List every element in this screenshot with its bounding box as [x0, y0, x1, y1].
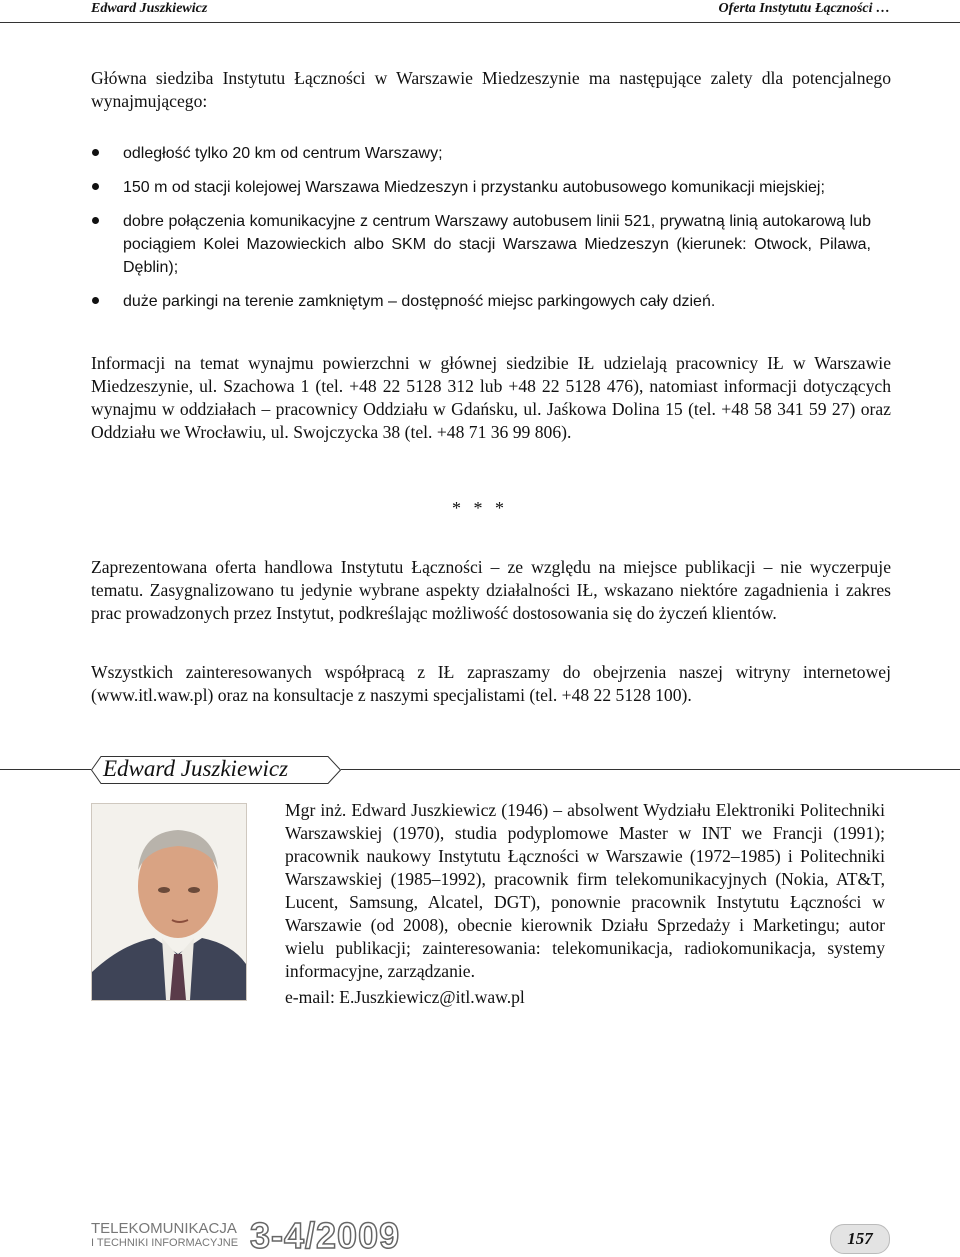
- bullet-icon: [92, 297, 99, 304]
- page-number: 157: [830, 1224, 890, 1254]
- author-bio: Mgr inż. Edward Juszkiewicz (1946) – absolwent Wydziału Elektroniki Politechniki Warszawskiej (1970), studia podyplomowe Master w INT we Francji (1991); pracownik naukowy Instytutu Łączności w Warszawie (1972–1985) i Politechniki Warszawskiej (1985–1992), pracownik firm telekomunikacyjnych (Nokia, AT&T, Lucent, Samsung, Alcatel, DGT), ponownie pracownik Instytutu Łączności w Warszawie (od 2008), obecnie kierownik Działu Sprzedaży i Marketingu; autor wielu publikacji; zainteresowania: telekomunikacja, radiokomunikacja, systemy informacyjne, zarządzanie.: [285, 800, 885, 981]
- list-item: duże parkingi na terenie zamkniętym – dostępność miejsc parkingowych cały dzień.: [91, 290, 871, 313]
- list-item: dobre połączenia komunikacyjne z centrum Warszawy autobusem linii 521, prywatną linią autokarową lub pociągiem Kolei Mazowieckich albo SKM do stacji Warszawa Miedzeszyn (kierunek: Otwock, Pilawa, Dęblin);: [91, 210, 871, 279]
- invitation-paragraph: Wszystkich zainteresowanych współpracą z IŁ zapraszamy do obejrzenia naszej witryny internetowej (www.itl.waw.pl) oraz na konsultacje z naszymi specjalistami (tel. +48 22 5128 100).: [91, 662, 891, 705]
- section-separator: * * *: [452, 498, 508, 518]
- bullet-icon: [92, 217, 99, 224]
- bullet-icon: [92, 149, 99, 156]
- bullet-icon: [92, 183, 99, 190]
- list-item: 150 m od stacji kolejowej Warszawa Miedzeszyn i przystanku autobusowego komunikacji miejskiej;: [91, 176, 871, 199]
- rental-info-paragraph: Informacji na temat wynajmu powierzchni w głównej siedzibie IŁ udzielają pracownicy IŁ w Warszawie Miedzeszynie, ul. Szachowa 1 (tel. +48 22 5128 312 lub +48 22 5128 476), natomiast informacji dotyczących wynajmu w oddziałach – pracownicy Oddziału w Gdańsku, ul. Jaśkowa Dolina 15 (tel. +48 58 341 59 27) oraz Oddziału we Wrocławiu, ul. Swojczycka 38 (tel. +48 71 36 99 806).: [91, 353, 891, 442]
- portrait-icon: [92, 804, 246, 1000]
- running-header-title: Oferta Instytutu Łączności …: [718, 1, 890, 16]
- author-heading-rule: [0, 769, 91, 770]
- running-header-author: Edward Juszkiewicz: [91, 1, 208, 16]
- header-rule: [0, 22, 960, 23]
- issue-number: 3-4/2009: [250, 1215, 401, 1256]
- advantages-list: [91, 142, 871, 324]
- author-name: Edward Juszkiewicz: [103, 756, 289, 781]
- author-heading-rule-right: [341, 769, 960, 770]
- summary-paragraph: Zaprezentowana oferta handlowa Instytutu Łączności – ze względu na miejsce publikacji – nie wyczerpuje tematu. Zasygnalizowano tu jedynie wybrane aspekty działalności IŁ, wskazano niektóre zagadnienia i zakres prac prowadzonych przez Instytut, podkreślając możliwość dostosowania się do życzeń klientów.: [91, 557, 891, 623]
- list-item: odległość tylko 20 km od centrum Warszawy;: [91, 142, 871, 165]
- author-email: e-mail: E.Juszkiewicz@itl.waw.pl: [285, 987, 525, 1007]
- intro-paragraph: Główna siedziba Instytutu Łączności w Warszawie Miedzeszynie ma następujące zalety dla potencjalnego wynajmującego:: [91, 68, 891, 111]
- author-photo: [91, 803, 247, 1001]
- journal-logo: TELEKOMUNIKACJA I TECHNIKI INFORMACYJNE: [91, 1220, 239, 1249]
- author-heading: [91, 756, 341, 784]
